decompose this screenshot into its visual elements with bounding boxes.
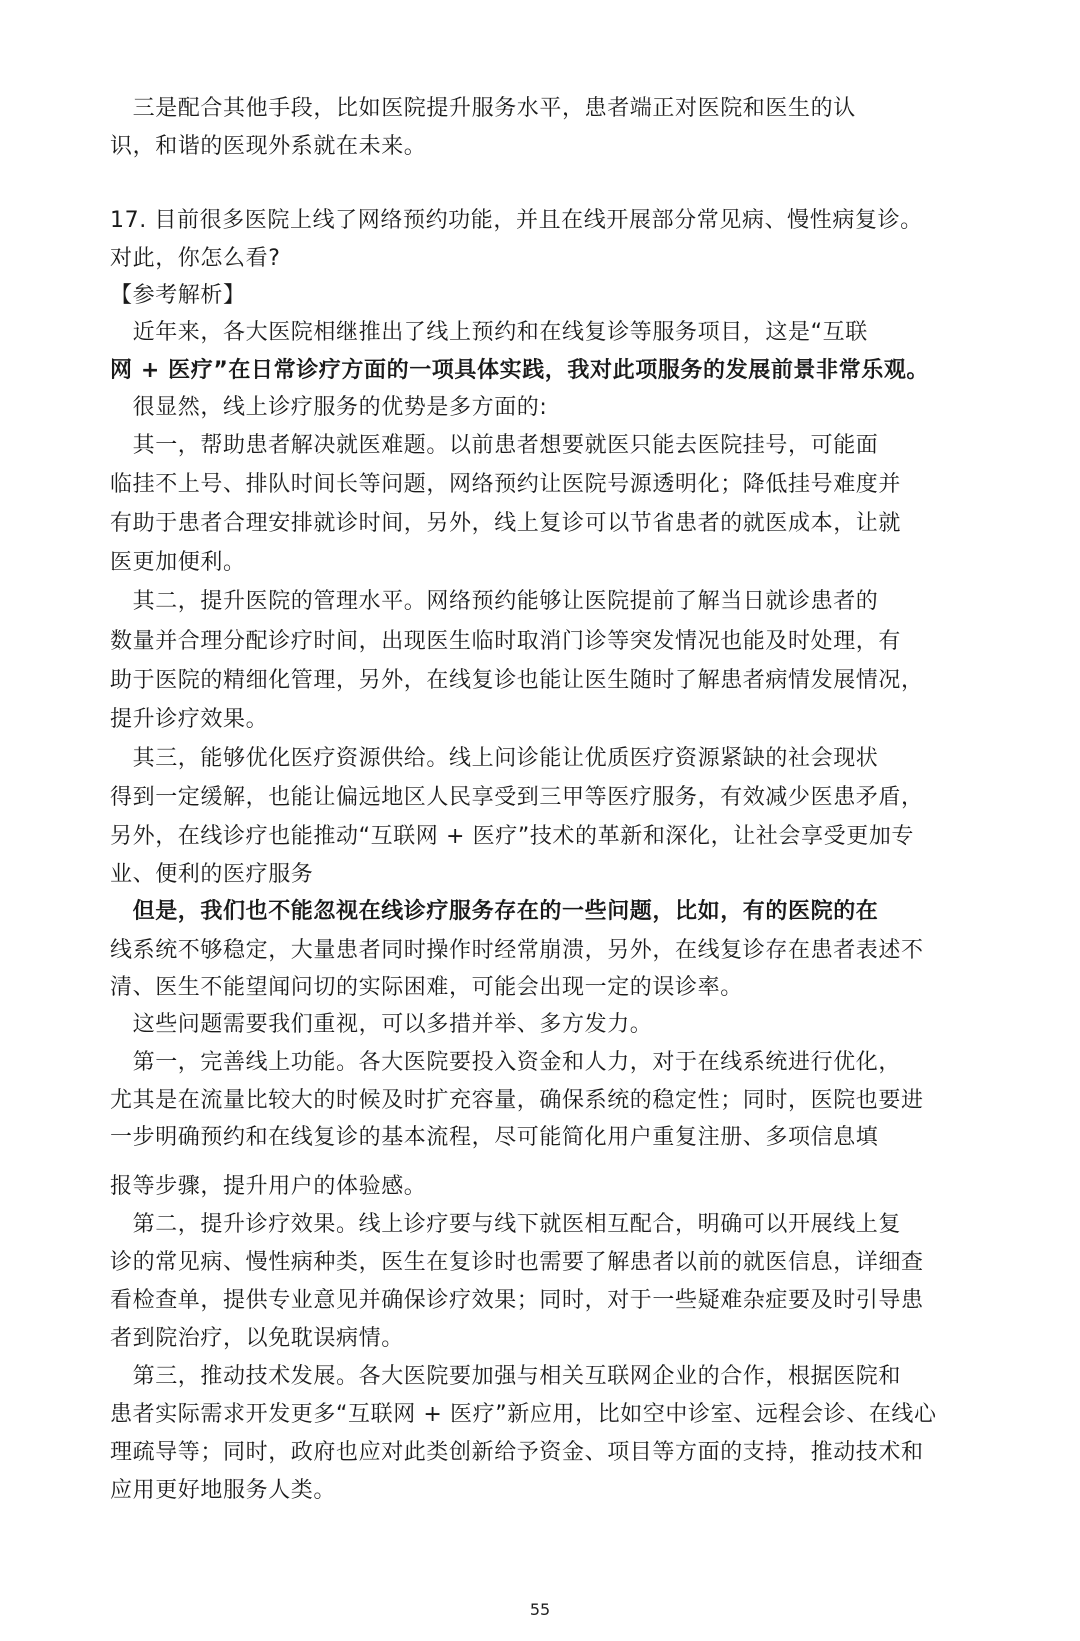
text-line: 提升诊疗效果。 bbox=[110, 707, 269, 732]
text-line: 有助于患者合理安排就诊时间，另外，线上复诊可以节省患者的就医成本，让就 bbox=[110, 511, 902, 536]
text-line: 线系统不够稳定，大量患者同时操作时经常崩溃，另外，在线复诊存在患者表述不 bbox=[110, 938, 924, 963]
page-number: 55 bbox=[529, 1600, 551, 1619]
text-line: 理疏导等；同时，政府也应对此类创新给予资金、项目等方面的支持，推动技术和 bbox=[110, 1440, 924, 1465]
text-line: 很显然，线上诊疗服务的优势是多方面的: bbox=[110, 395, 548, 420]
text-line: 近年来，各大医院相继推出了线上预约和在线复诊等服务项目，这是“互联 bbox=[110, 320, 868, 345]
question-line: 17. 目前很多医院上线了网络预约功能，并且在线开展部分常见病、慢性病复诊。 bbox=[110, 208, 923, 233]
text-line: 医更加便利。 bbox=[110, 550, 246, 575]
question-line: 对此，你怎么看? bbox=[110, 246, 281, 271]
text-line: 第三，推动技术发展。各大医院要加强与相关互联网企业的合作，根据医院和 bbox=[110, 1364, 902, 1389]
text-line: 患者实际需求开发更多“互联网 + 医疗”新应用，比如空中诊室、远程会诊、在线心 bbox=[110, 1402, 937, 1427]
text-line: 识，和谐的医现外系就在未来。 bbox=[110, 134, 427, 159]
text-line-bold: 网 + 医疗”在日常诊疗方面的一项具体实践，我对此项服务的发展前景非常乐观。 bbox=[110, 358, 930, 383]
text-line: 得到一定缓解，也能让偏远地区人民享受到三甲等医疗服务，有效减少医患矛盾， bbox=[110, 785, 924, 810]
text-line: 诊的常见病、慢性病种类，医生在复诊时也需要了解患者以前的就医信息，详细查 bbox=[110, 1250, 924, 1275]
text-line: 第一，完善线上功能。各大医院要投入资金和人力，对于在线系统进行优化， bbox=[110, 1050, 902, 1075]
text-line: 这些问题需要我们重视，可以多措并举、多方发力。 bbox=[110, 1012, 653, 1037]
text-line: 其二，提升医院的管理水平。网络预约能够让医院提前了解当日就诊患者的 bbox=[110, 589, 879, 614]
text-line: 其三，能够优化医疗资源供给。线上问诊能让优质医疗资源紧缺的社会现状 bbox=[110, 746, 879, 771]
text-line: 三是配合其他手段，比如医院提升服务水平，患者端正对医院和医生的认 bbox=[110, 96, 856, 121]
text-line: 临挂不上号、排队时间长等问题，网络预约让医院号源透明化；降低挂号难度并 bbox=[110, 472, 902, 497]
text-line: 者到院治疗，以免耽误病情。 bbox=[110, 1326, 404, 1351]
text-line: 第二，提升诊疗效果。线上诊疗要与线下就医相互配合，明确可以开展线上复 bbox=[110, 1212, 902, 1237]
text-line: 另外，在线诊疗也能推动“互联网 + 医疗”技术的革新和深化，让社会享受更加专 bbox=[110, 824, 915, 849]
text-line: 一步明确预约和在线复诊的基本流程，尽可能简化用户重复注册、多项信息填 bbox=[110, 1125, 879, 1150]
text-line: 业、便利的医疗服务 bbox=[110, 862, 314, 887]
text-line: 清、医生不能望闻问切的实际困难，可能会出现一定的误诊率。 bbox=[110, 975, 743, 1000]
text-line: 应用更好地服务人类。 bbox=[110, 1478, 337, 1503]
text-line: 数量并合理分配诊疗时间，出现医生临时取消门诊等突发情况也能及时处理，有 bbox=[110, 629, 902, 654]
text-line: 尤其是在流量比较大的时候及时扩充容量，确保系统的稳定性；同时，医院也要进 bbox=[110, 1088, 924, 1113]
text-line: 报等步骤，提升用户的体验感。 bbox=[110, 1174, 427, 1199]
text-line: 看检查单，提供专业意见并确保诊疗效果；同时，对于一些疑难杂症要及时引导患 bbox=[110, 1288, 924, 1313]
section-heading: 【参考解析】 bbox=[110, 283, 246, 308]
text-line: 助于医院的精细化管理，另外，在线复诊也能让医生随时了解患者病情发展情况， bbox=[110, 668, 924, 693]
text-line-bold: 但是，我们也不能忽视在线诊疗服务存在的一些问题，比如，有的医院的在 bbox=[110, 899, 879, 924]
text-line: 其一，帮助患者解决就医难题。以前患者想要就医只能去医院挂号，可能面 bbox=[110, 433, 879, 458]
